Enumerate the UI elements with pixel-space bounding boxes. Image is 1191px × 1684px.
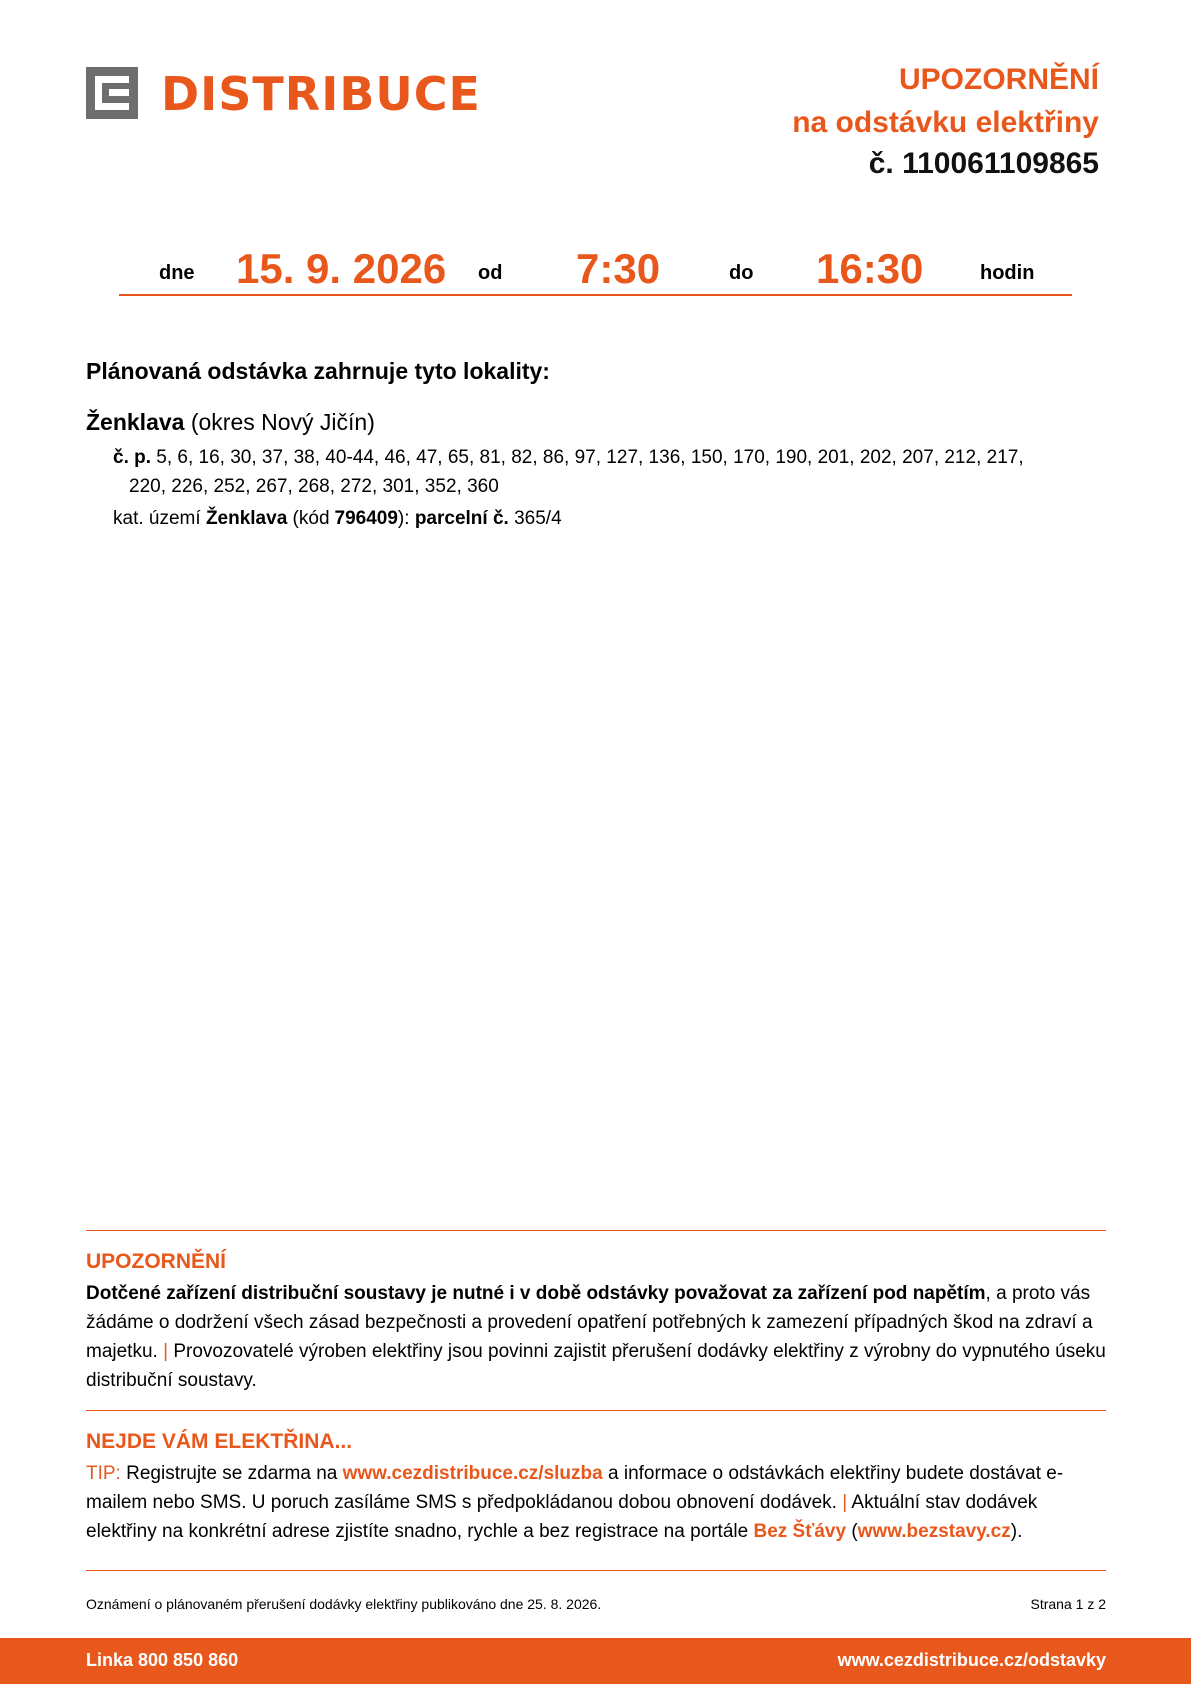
hotline: Linka 800 850 860 <box>86 1650 239 1670</box>
localities-heading: Plánovaná odstávka zahrnuje tyto lokality: <box>86 358 550 384</box>
no-power-heading: NEJDE VÁM ELEKTŘINA... <box>86 1430 353 1453</box>
kat-name: Ženklava <box>205 508 288 529</box>
bezstavy-link[interactable]: www.bezstavy.cz <box>857 1521 1011 1542</box>
place-name: Ženklava <box>86 409 185 435</box>
publication-note: Oznámení o plánovaném přerušení dodávky elektřiny publikováno dne 25. 8. 2026. <box>86 1596 602 1612</box>
divider <box>86 1410 1106 1411</box>
hours-label: hodin <box>980 262 1035 284</box>
separator: | <box>842 1492 848 1513</box>
warning-heading: UPOZORNĚNÍ <box>86 1250 227 1273</box>
time-from: 7:30 <box>576 245 661 292</box>
warning-text <box>86 1279 1111 1395</box>
kat-code: 796409 <box>334 508 398 529</box>
to-label: do <box>729 262 754 284</box>
time-to: 16:30 <box>816 245 924 292</box>
cp-label: č. p. <box>113 447 152 468</box>
kat-prefix: kat. území <box>113 508 201 529</box>
tip-text-1: Registrujte se zdarma na <box>126 1463 338 1484</box>
notice-title: UPOZORNĚNÍ <box>898 63 1099 96</box>
company-logo-text: DISTRIBUCE <box>161 67 481 121</box>
locality-name <box>86 409 375 436</box>
parcel-value: 365/4 <box>514 508 562 529</box>
company-logo-mark <box>86 67 138 119</box>
separator: | <box>163 1341 169 1362</box>
notice-subtitle: na odstávku elektřiny <box>792 106 1099 139</box>
place-district: (okres Nový Jičín) <box>190 409 375 435</box>
divider <box>86 1230 1106 1231</box>
tip-label: TIP: <box>86 1463 121 1484</box>
footer-bar <box>0 1638 1191 1684</box>
kat-code-suffix: ): <box>397 508 410 529</box>
open-paren: ( <box>851 1521 858 1542</box>
cp-line-2: 220, 226, 252, 267, 268, 272, 301, 352, 360 <box>129 476 499 497</box>
warning-text-2: Provozovatelé výroben elektřiny jsou povinni zajistit přerušení dodávky elektřiny z výrobny do vypnutého úseku distribuční soustavy. <box>86 1341 1106 1391</box>
close-paren: ). <box>1010 1521 1023 1542</box>
warning-bold-text: Dotčené zařízení distribuční soustavy je nutné i v době odstávky považovat za zařízení pod napětím <box>86 1283 986 1304</box>
from-label: od <box>478 262 503 284</box>
outages-website-link[interactable]: www.cezdistribuce.cz/odstavky <box>837 1650 1106 1670</box>
page-number: Strana 1 z 2 <box>1030 1596 1106 1612</box>
cadastral-info <box>113 508 562 530</box>
no-power-text <box>86 1459 1111 1546</box>
parcel-label: parcelní č. <box>414 508 509 529</box>
cp-line-1: 5, 6, 16, 30, 37, 38, 40-44, 46, 47, 65, 81, 82, 86, 97, 127, 136, 150, 170, 190, 201, 202, 207, 212, 217, <box>156 447 1024 468</box>
date-label: dne <box>159 262 195 284</box>
house-number-list <box>113 443 1093 501</box>
date-underline <box>119 294 1072 296</box>
tip-text-3: Aktuální stav dodávek elektřiny na konkrétní adrese zjistíte snadno, rychle a bez registrace na portále <box>86 1492 1038 1542</box>
tip-text-2: a informace o odstávkách elektřiny budete dostávat e-mailem nebo SMS. U poruch zasíláme SMS s předpokládanou dobou obnovení dodávek. <box>86 1463 1064 1513</box>
registration-link[interactable]: www.cezdistribuce.cz/sluzba <box>342 1463 603 1484</box>
divider <box>86 1570 1106 1571</box>
notice-number: č. 110061109865 <box>868 147 1099 180</box>
portal-name: Bez Šťávy <box>753 1521 847 1542</box>
kat-code-prefix: (kód <box>292 508 330 529</box>
outage-date: 15. 9. 2026 <box>236 245 447 292</box>
warning-text-1: , a proto vás žádáme o dodržení všech zásad bezpečnosti a provedení opatření potřebných k zamezení případných škod na zdraví a majetku. <box>86 1283 1093 1362</box>
